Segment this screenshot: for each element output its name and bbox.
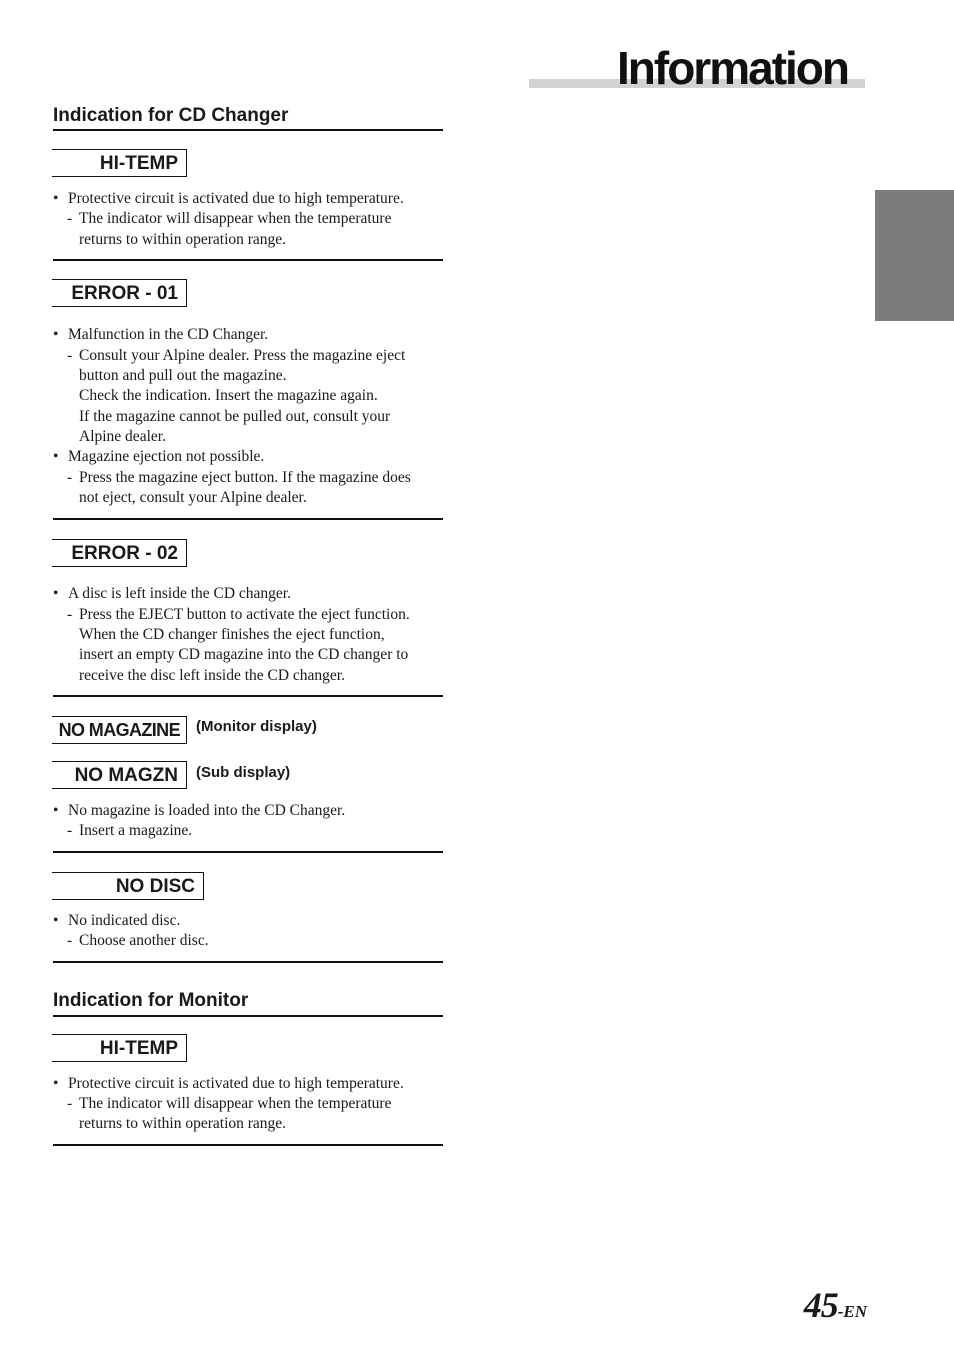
divider-rule <box>53 961 443 963</box>
page-number <box>804 1284 867 1326</box>
bullet-item: • A disc is left inside the CD changer. <box>53 584 291 604</box>
bullet-item: • Protective circuit is activated due to high temperature. <box>53 1074 404 1094</box>
dash-item: - Press the EJECT button to activate the eject function. <box>67 605 410 625</box>
section-heading-monitor: Indication for Monitor <box>53 990 249 1011</box>
continuation-line: button and pull out the magazine. <box>79 367 287 384</box>
continuation-line: When the CD changer finishes the eject function, <box>79 626 385 643</box>
divider-rule <box>53 851 443 853</box>
heading-rule <box>53 129 443 131</box>
monitor-display-note: (Monitor display) <box>196 718 317 735</box>
heading-rule <box>53 1015 443 1017</box>
bullet-item: • No magazine is loaded into the CD Changer. <box>53 801 345 821</box>
divider-rule <box>53 1144 443 1146</box>
sub-display-note: (Sub display) <box>196 764 291 781</box>
page-title: Information <box>617 42 848 94</box>
indicator-error-02: ERROR - 02 <box>52 539 187 567</box>
section-heading-cd-changer: Indication for CD Changer <box>53 105 289 126</box>
bullet-item: • Malfunction in the CD Changer. <box>53 325 268 345</box>
continuation-line: insert an empty CD magazine into the CD changer to <box>79 646 409 663</box>
dash-item: - Choose another disc. <box>67 931 209 951</box>
divider-rule <box>53 695 443 697</box>
indicator-error-01: ERROR - 01 <box>52 279 187 307</box>
continuation-line: receive the disc left inside the CD changer. <box>79 667 345 684</box>
page-number-value: 45 <box>803 1285 838 1325</box>
continuation-line: Alpine dealer. <box>79 428 166 445</box>
bullet-item: • Magazine ejection not possible. <box>53 447 264 467</box>
bullet-item: • Protective circuit is activated due to high temperature. <box>53 189 404 209</box>
bullet-item: • No indicated disc. <box>53 911 180 931</box>
dash-item: - The indicator will disappear when the temperature <box>67 1094 391 1114</box>
indicator-no-magazine: NO MAGAZINE <box>52 716 187 744</box>
indicator-no-magzn: NO MAGZN <box>52 761 187 789</box>
dash-item: - The indicator will disappear when the temperature <box>67 209 391 229</box>
indicator-no-disc: NO DISC <box>52 872 204 900</box>
dash-item: - Consult your Alpine dealer. Press the magazine eject <box>67 346 405 366</box>
continuation-line: not eject, consult your Alpine dealer. <box>79 489 307 506</box>
divider-rule <box>53 518 443 520</box>
section-side-tab <box>875 190 954 321</box>
continuation-line: returns to within operation range. <box>79 1115 287 1132</box>
indicator-monitor-hi-temp: HI-TEMP <box>52 1034 187 1062</box>
page-number-suffix: -EN <box>837 1302 867 1321</box>
dash-item: - Press the magazine eject button. If the magazine does <box>67 468 411 488</box>
continuation-line: Check the indication. Insert the magazine again. <box>79 387 378 404</box>
continuation-line: returns to within operation range. <box>79 231 287 248</box>
continuation-line: If the magazine cannot be pulled out, consult your <box>79 408 391 425</box>
divider-rule <box>53 259 443 261</box>
indicator-hi-temp: HI-TEMP <box>52 149 187 177</box>
dash-item: - Insert a magazine. <box>67 821 192 841</box>
